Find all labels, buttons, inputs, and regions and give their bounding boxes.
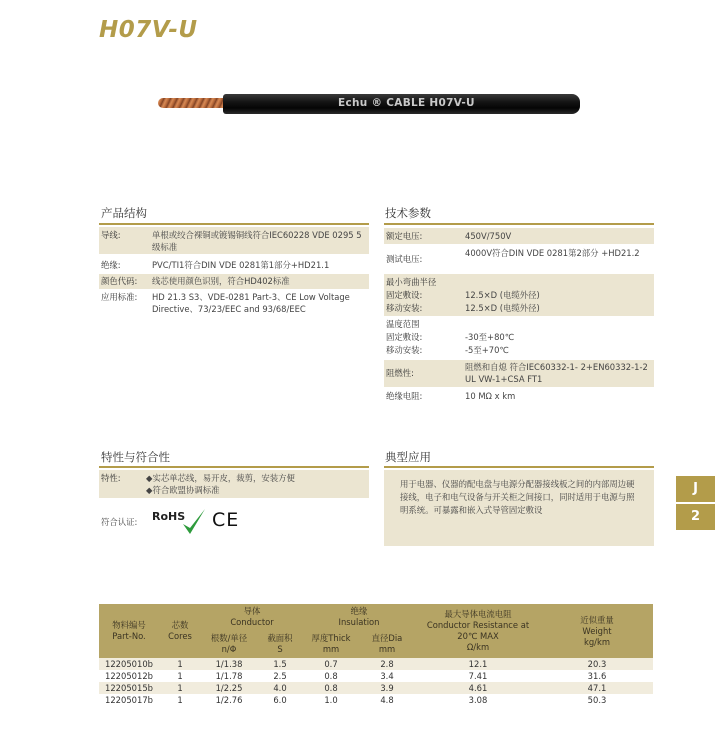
tech-label: 阻燃性: [386,368,414,378]
page-title: H07V-U [99,17,198,43]
header-thickness: 厚度Thick mm [303,630,359,658]
structure-value: HD 21.3 S3、VDE-0281 Part-3、CE Low Voltage Directive、73/23/EEC and 93/68/EEC [152,292,350,314]
structure-value: 线芯使用颜色识别，符合HD402标准 [152,276,290,286]
tech-value: 10 MΩ x km [465,391,516,401]
tech-value: 4000V符合DIN VDE 0281第2部分 +HD21.2 [465,248,640,258]
structure-row-standards [99,290,369,318]
tech-row-test-voltage [384,246,654,272]
tech-row-flame-retardant [384,360,654,387]
header-cross-section: 截面积 S [257,630,303,658]
header-conductor: 导体 Conductor [201,604,303,630]
section-tab-2[interactable]: 2 [676,504,715,530]
structure-label: 导线: [101,230,121,240]
spec-table [99,604,653,706]
cable-print-label: Echu ® CABLE H07V-U [338,97,475,109]
structure-label: 颜色代码: [101,276,138,286]
tech-value: 12.5×D (电缆外径) [465,303,540,313]
structure-row-conductor [99,227,369,254]
tech-value: 阻燃和自熄 符合IEC60332-1- 2+EN60332-1-2 UL VW-1+CSA FT1 [465,362,648,384]
features-heading: 特性与符合性 [101,450,170,464]
tech-label: 最小弯曲半径 [386,277,437,287]
header-insulation: 绝缘 Insulation [303,604,415,630]
tech-row-bending-radius [384,274,654,316]
feature-item: ◆符合欧盟协调标准 [146,485,220,495]
structure-rule [99,223,369,225]
tech-heading: 技术参数 [385,206,431,220]
structure-row-insulation [99,258,369,272]
tech-label: 固定敷设: [386,290,423,300]
structure-heading: 产品结构 [101,206,147,220]
header-strands: 根数/单径 n/Φ [201,630,257,658]
tech-value: -30至+80℃ [465,332,515,342]
tech-label: 移动安装: [386,345,423,355]
section-tab-j[interactable]: J [676,476,715,502]
tech-label: 移动安装: [386,303,423,313]
tech-label: 固定敷设: [386,332,423,342]
rohs-logo [152,508,207,536]
cable-image [150,92,580,116]
features-row [99,470,369,498]
tech-label: 测试电压: [386,254,423,264]
structure-value: PVC/TI1符合DIN VDE 0281第1部分+HD21.1 [152,260,330,270]
header-diameter: 直径Dia mm [359,630,415,658]
feature-item: ◆实芯单芯线，易开皮，裁剪，安装方便 [146,473,295,483]
rohs-text: RoHS [152,510,186,523]
ce-mark: CE [212,509,240,531]
table-row: 12205010b 1 1/1.38 1.5 0.7 2.8 12.1 20.3 [99,658,653,670]
features-rule [99,466,369,468]
header-weight: 近似重量 Weight kg/km [541,604,653,658]
header-cores: 芯数 Cores [159,604,201,658]
structure-value: 单根或绞合裸铜或镀锡铜线符合IEC60228 VDE 0295 5级标准 [152,230,362,252]
cert-label: 符合认证: [101,517,138,527]
table-row: 12205015b 1 1/2.25 4.0 0.8 3.9 4.61 47.1 [99,682,653,694]
application-box [384,470,654,546]
header-part-no: 物料编号 Part-No. [99,604,159,658]
copper-conductor [158,98,228,108]
structure-label: 应用标准: [101,292,138,302]
table-row: 12205012b 1 1/1.78 2.5 0.8 3.4 7.41 31.6 [105,671,607,681]
tech-row-rated-voltage [384,228,654,244]
application-rule [384,466,654,468]
tech-label: 绝缘电阻: [386,391,423,401]
tech-label: 额定电压: [386,231,423,241]
tech-row-insulation-resistance [384,389,654,403]
table-row: 12205017b 1 1/2.76 6.0 1.0 4.8 3.08 50.3 [105,695,607,705]
structure-label: 绝缘: [101,260,121,270]
tech-rule [384,223,654,225]
application-heading: 典型应用 [385,450,431,464]
tech-value: -5至+70℃ [465,345,509,355]
structure-row-color-code [99,274,369,289]
header-resistance: 最大导体电流电阻 Conductor Resistance at 20℃ MAX Ω/km [415,604,541,658]
application-text: 用于电器、仪器的配电盘与电源分配器接线板之间的内部周边硬接线，电子和电气设备与开关柜之间接口，同时适用于电源与照明系统。可暴露和嵌入式导管固定敷设 [400,479,635,515]
checkmark-icon [182,508,206,536]
tech-value: 12.5×D (电缆外径) [465,290,540,300]
tech-label: 温度范围 [386,319,420,329]
features-label: 特性: [101,473,121,483]
tech-row-temperature [384,317,654,359]
tech-value: 450V/750V [465,231,512,241]
